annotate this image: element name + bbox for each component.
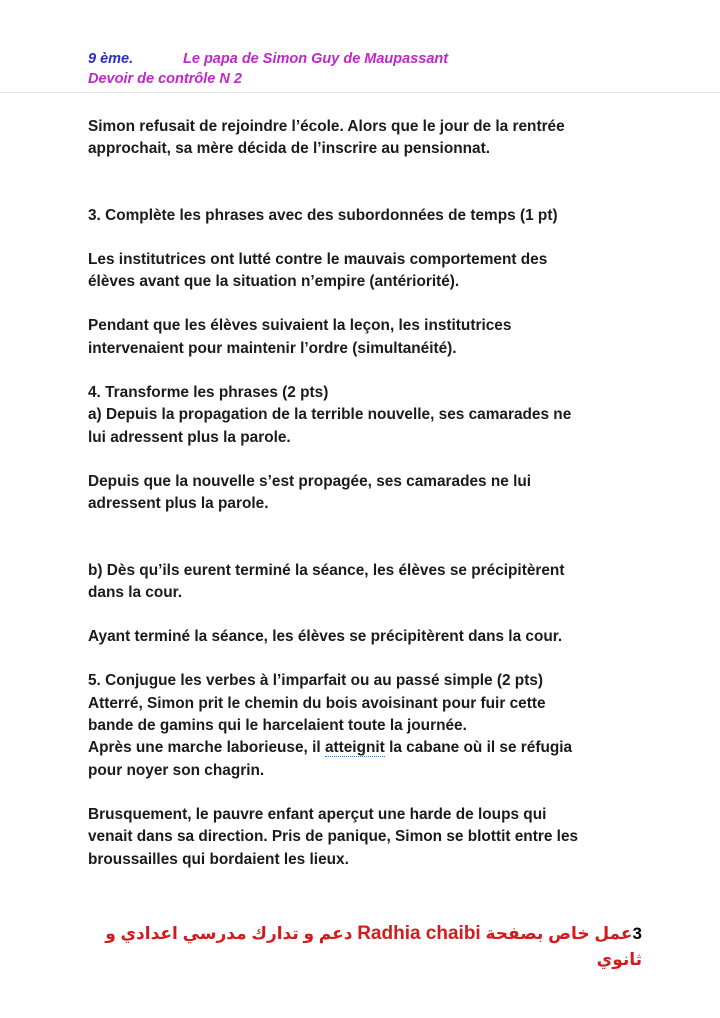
exercise-3: [88, 205, 648, 360]
footer-text-end: دعم و تدارك مدرسي اعدادي و ثانوي: [105, 924, 642, 969]
exercise-5-text: la cabane où il se réfugia: [384, 739, 573, 757]
exercise-5-line: venait dans sa direction. Pris de panique, Simon se blottit entre les: [88, 828, 579, 846]
author-name: Radhia chaibi: [357, 923, 481, 944]
exercise-4-heading: 4. Transforme les phrases (2 pts): [88, 384, 329, 402]
exercise-4b-answer: Ayant terminé la séance, les élèves se précipitèrent dans la cour.: [88, 628, 563, 646]
exercise-5-line: broussailles qui bordaient les lieux.: [88, 850, 349, 868]
header-divider: [0, 92, 720, 93]
exercise-4b-question-line: dans la cour.: [88, 583, 183, 601]
exercise-4a-answer-line: Depuis que la nouvelle s’est propagée, ses camarades ne lui: [88, 472, 532, 490]
exercise-5-text: Après une marche laborieuse, il: [88, 739, 325, 757]
footer-text-start: عمل خاص بصفحة: [485, 924, 633, 943]
exercise-4: [88, 382, 648, 648]
exercise-4b-question-line: b) Dès qu’ils eurent terminé la séance, les élèves se précipitèrent: [88, 561, 565, 579]
exercise-5-line: Atterré, Simon prit le chemin du bois avoisinant pour fuir cette: [88, 694, 546, 712]
document-subtitle: Devoir de contrôle N 2: [88, 71, 242, 87]
document-body: [88, 116, 648, 871]
grade-label: 9 ème.: [88, 51, 134, 67]
exercise-5-line: pour noyer son chagrin.: [88, 761, 265, 779]
exercise-3-sentence-2-line: Pendant que les élèves suivaient la leçon, les institutrices: [88, 317, 512, 335]
page-number: 3: [632, 924, 642, 943]
intro-line: approchait, sa mère décida de l’inscrire au pensionnat.: [88, 140, 490, 158]
intro-line: Simon refusait de rejoindre l’école. Alors que le jour de la rentrée: [88, 118, 565, 135]
exercise-4a-question-line: lui adressent plus la parole.: [88, 428, 291, 446]
document-header: [88, 49, 448, 89]
document-title: Le papa de Simon Guy de Maupassant: [183, 51, 449, 67]
exercise-3-sentence-2-line: intervenaient pour maintenir l’ordre (simultanéité).: [88, 339, 457, 357]
exercise-5-heading: 5. Conjugue les verbes à l’imparfait ou au passé simple (2 pts): [88, 672, 544, 690]
exercise-5-line: bande de gamins qui le harcelaient toute la journée.: [88, 717, 467, 735]
exercise-4a-answer-line: adressent plus la parole.: [88, 495, 269, 513]
exercise-5-line: Brusquement, le pauvre enfant aperçut une harde de loups qui: [88, 805, 547, 823]
exercise-4a-question-line: a) Depuis la propagation de la terrible nouvelle, ses camarades ne: [88, 406, 572, 424]
exercise-3-heading: 3. Complète les phrases avec des subordonnées de temps (1 pt): [88, 206, 558, 224]
exercise-3-sentence-1-line: élèves avant que la situation n’empire (antériorité).: [88, 273, 460, 291]
intro-paragraph: [88, 116, 648, 161]
exercise-5: [88, 670, 648, 870]
exercise-3-sentence-1-line: Les institutrices ont lutté contre le mauvais comportement des: [88, 250, 548, 268]
footer-credit: [96, 921, 642, 973]
exercise-5-line: [88, 737, 648, 759]
spellcheck-underlined-word: atteignit: [324, 739, 385, 757]
